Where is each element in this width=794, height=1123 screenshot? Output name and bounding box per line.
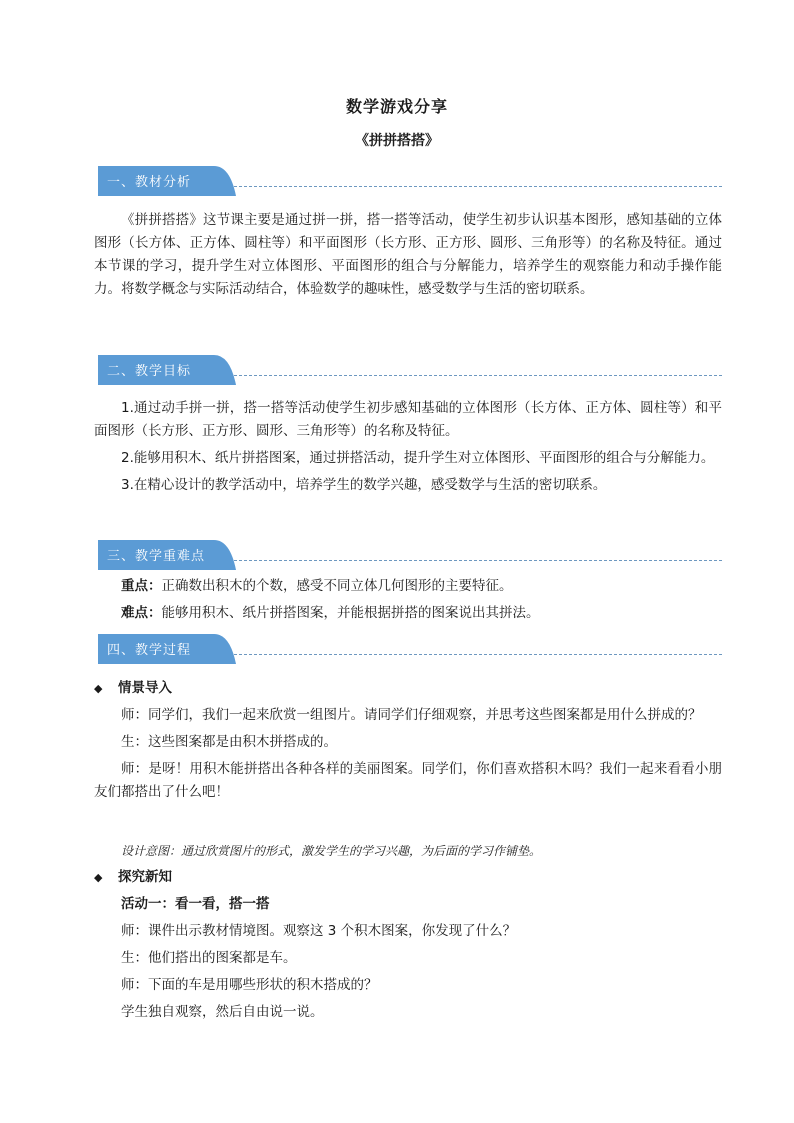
dialogue-line: 生：这些图案都是由积木拼搭成的。 — [121, 734, 337, 750]
section-title: 一、教材分析 — [107, 175, 192, 190]
dialogue-line: 生：他们搭出的图案都是车。 — [121, 950, 297, 966]
dialogue-line: 师：是呀！用积木能拼搭出各种各样的美丽图案。同学们，你们喜欢搭积木吗？我们一起来看看小朋友们都搭出了什么吧！ — [94, 761, 722, 800]
section-label-tab — [98, 166, 236, 196]
key-point-label: 重点： — [121, 578, 162, 594]
difficult-point-text: 能够用积木、纸片拼搭图案，并能根据拼搭的图案说出其拼法。 — [161, 605, 540, 621]
section-header-analysis — [98, 166, 722, 196]
analysis-section-body — [94, 209, 722, 306]
section-label-tab — [98, 634, 236, 664]
goals-section-body — [94, 397, 722, 501]
difficult-point-label: 难点： — [121, 605, 162, 621]
dialogue-line: 学生独自观察，然后自由说一说。 — [121, 1004, 324, 1020]
intro-dialogue — [94, 704, 722, 808]
explore-line — [94, 974, 722, 997]
dialogue-line: 师：同学们，我们一起来欣赏一组图片。请同学们仔细观察，并思考这些图案都是用什么拼成的？ — [121, 707, 702, 723]
activity-one-title — [94, 893, 722, 916]
design-intent-note: 设计意图：通过欣赏图片的形式，激发学生的学习兴趣，为后面的学习作铺垫。 — [121, 844, 542, 858]
section-title: 二、教学目标 — [107, 364, 192, 379]
section-header-goals — [98, 355, 722, 385]
section-divider — [234, 375, 722, 376]
goal-item: 1.通过动手拼一拼，搭一搭等活动使学生初步感知基础的立体图形（长方体、正方体、圆柱等）和平面图形（长方形、正方形、圆形、三角形等）的名称及特征。 — [94, 400, 722, 439]
key-point-text: 正确数出积木的个数，感受不同立体几何图形的主要特征。 — [161, 578, 513, 594]
section-divider — [234, 654, 722, 655]
section-label-tab — [98, 355, 236, 385]
activity-title-text: 活动一：看一看，搭一搭 — [121, 896, 270, 912]
document-subtitle: 《拼拼搭搭》 — [355, 133, 439, 149]
explore-heading — [94, 866, 172, 889]
intro-title: 情景导入 — [118, 680, 172, 696]
dialogue-line: 师：下面的车是用哪些形状的积木搭成的？ — [121, 977, 378, 993]
goal-item: 3.在精心设计的教学活动中，培养学生的数学兴趣，感受数学与生活的密切联系。 — [121, 477, 607, 493]
section-label-tab — [98, 540, 236, 570]
section-header-keypoints — [98, 540, 722, 570]
section-header-process — [98, 634, 722, 664]
dialogue-line: 师：课件出示教材情境图。观察这 3 个积木图案，你发现了什么？ — [121, 923, 517, 939]
section-divider — [234, 560, 722, 561]
difficult-point-line — [94, 602, 722, 625]
key-point-line — [94, 575, 722, 598]
section-title: 三、教学重难点 — [107, 549, 206, 564]
explore-line — [94, 920, 722, 943]
explore-line — [94, 947, 722, 970]
document-title: 数学游戏分享 — [345, 97, 448, 116]
explore-line — [94, 1001, 722, 1024]
section-divider — [234, 186, 722, 187]
intro-heading — [94, 677, 172, 700]
goal-item: 2.能够用积木、纸片拼搭图案，通过拼搭活动，提升学生对立体图形、平面图形的组合与分解能力。 — [121, 450, 715, 466]
section-title: 四、教学过程 — [107, 643, 192, 658]
diamond-bullet-icon: ◆ — [94, 682, 103, 695]
explore-title: 探究新知 — [118, 869, 172, 885]
diamond-bullet-icon: ◆ — [94, 871, 103, 884]
analysis-paragraph: 《拼拼搭搭》这节课主要是通过拼一拼，搭一搭等活动，使学生初步认识基本图形，感知基础的立体图形（长方体、正方体、圆柱等）和平面图形（长方形、正方形、圆形、三角形等）的名称及特征。通过本节课的学习，提升学生对立体图形、平面图形的组合与分解能力，培养学生的观察能力和动手操作能力。将数学概念与实际活动结合，体验数学的趣味性，感受数学与生活的密切联系。 — [94, 212, 722, 297]
